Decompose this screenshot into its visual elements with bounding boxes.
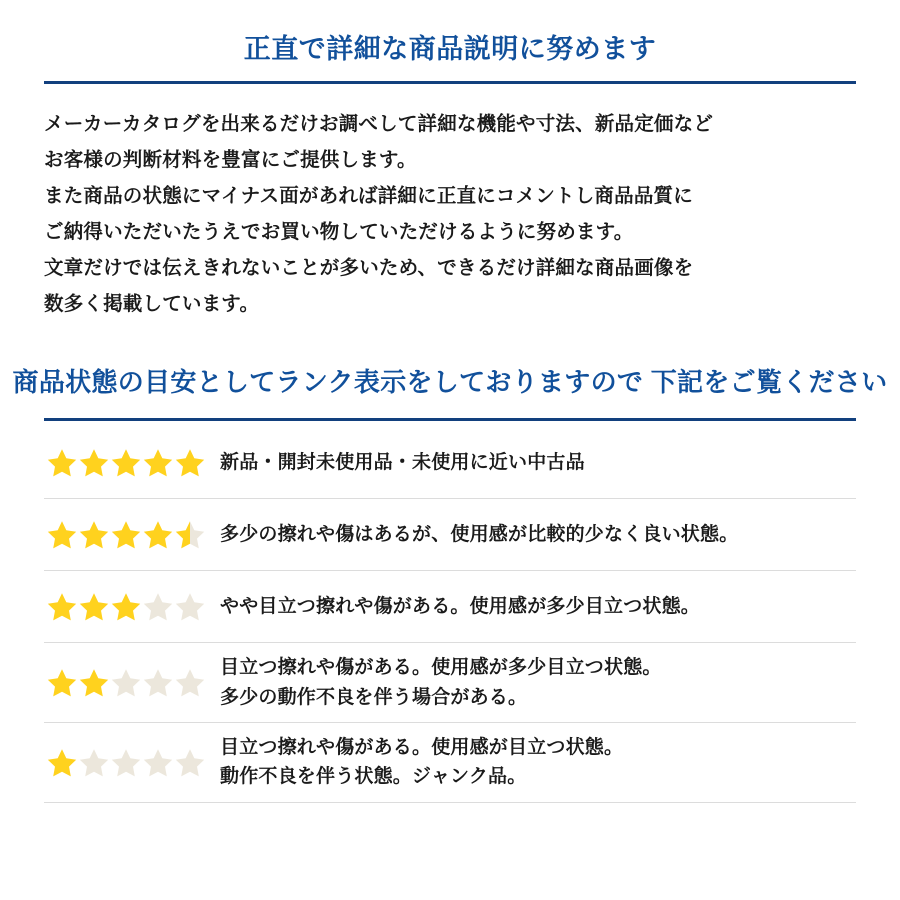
- page-title: 正直で詳細な商品説明に努めます: [243, 34, 657, 64]
- star-icon: [46, 591, 78, 622]
- star-rating-4: [44, 519, 212, 550]
- star-icon: [142, 667, 174, 698]
- rank-section-title: [0, 364, 900, 402]
- star-icon: [46, 667, 78, 698]
- star-rating-3: [44, 591, 212, 622]
- rank-list: [44, 421, 856, 803]
- star-icon: [174, 447, 206, 478]
- star-rating-5: [44, 447, 212, 478]
- rank-section-title-line1: 商品状態の目安としてランク表示をしておりますので: [12, 367, 644, 398]
- star-icon: [46, 519, 78, 550]
- description-body: [44, 106, 856, 322]
- rank-description-line: 新品・開封未使用品・未使用に近い中古品: [220, 451, 585, 473]
- description-line: 文章だけでは伝えきれないことが多いため、できるだけ詳細な商品画像を: [44, 257, 694, 280]
- star-icon: [174, 667, 206, 698]
- rank-description-line: 多少の動作不良を伴う場合がある。: [220, 686, 528, 708]
- rank-section-title-line2: 下記をご覧ください: [650, 367, 888, 398]
- rank-description-line: 動作不良を伴う状態。ジャンク品。: [220, 766, 527, 788]
- description-line: お客様の判断材料を豊富にご提供します。: [44, 149, 417, 172]
- star-rating-1: [44, 747, 212, 778]
- star-icon: [46, 447, 78, 478]
- star-icon: [110, 667, 142, 698]
- star-rating-2: [44, 667, 212, 698]
- rank-description: [212, 592, 856, 621]
- list-item: [44, 723, 856, 803]
- star-icon: [110, 519, 142, 550]
- star-icon: [142, 519, 174, 550]
- star-icon: [78, 591, 110, 622]
- rank-description-line: 目立つ擦れや傷がある。使用感が多少目立つ状態。: [220, 657, 662, 679]
- star-icon: [142, 591, 174, 622]
- rank-description: [212, 733, 856, 792]
- rank-description-line: 目立つ擦れや傷がある。使用感が目立つ状態。: [220, 737, 624, 759]
- star-icon: [46, 747, 78, 778]
- description-line: ご納得いただいたうえでお買い物していただけるように努めます。: [44, 221, 634, 244]
- star-icon: [142, 447, 174, 478]
- star-icon: [110, 591, 142, 622]
- star-icon: [110, 447, 142, 478]
- description-line: また商品の状態にマイナス面があれば詳細に正直にコメントし商品品質に: [44, 185, 693, 208]
- list-item: [44, 571, 856, 643]
- title-divider: [44, 81, 856, 84]
- description-line: メーカーカタログを出来るだけお調べして詳細な機能や寸法、新品定価など: [44, 113, 714, 136]
- description-line: 数多く掲載しています。: [44, 293, 260, 316]
- rank-description-line: やや目立つ擦れや傷がある。使用感が多少目立つ状態。: [220, 595, 701, 617]
- star-icon: [174, 747, 206, 778]
- star-icon: [174, 519, 206, 550]
- star-icon: [78, 667, 110, 698]
- rank-description: [212, 448, 856, 477]
- star-icon: [174, 591, 206, 622]
- star-icon: [78, 747, 110, 778]
- list-item: [44, 643, 856, 723]
- rank-description: [212, 653, 856, 712]
- star-icon: [110, 747, 142, 778]
- rank-description: [212, 520, 856, 549]
- star-icon: [78, 519, 110, 550]
- star-icon: [78, 447, 110, 478]
- star-icon: [142, 747, 174, 778]
- list-item: [44, 427, 856, 499]
- list-item: [44, 499, 856, 571]
- rank-description-line: 多少の擦れや傷はあるが、使用感が比較的少なく良い状態。: [220, 523, 739, 545]
